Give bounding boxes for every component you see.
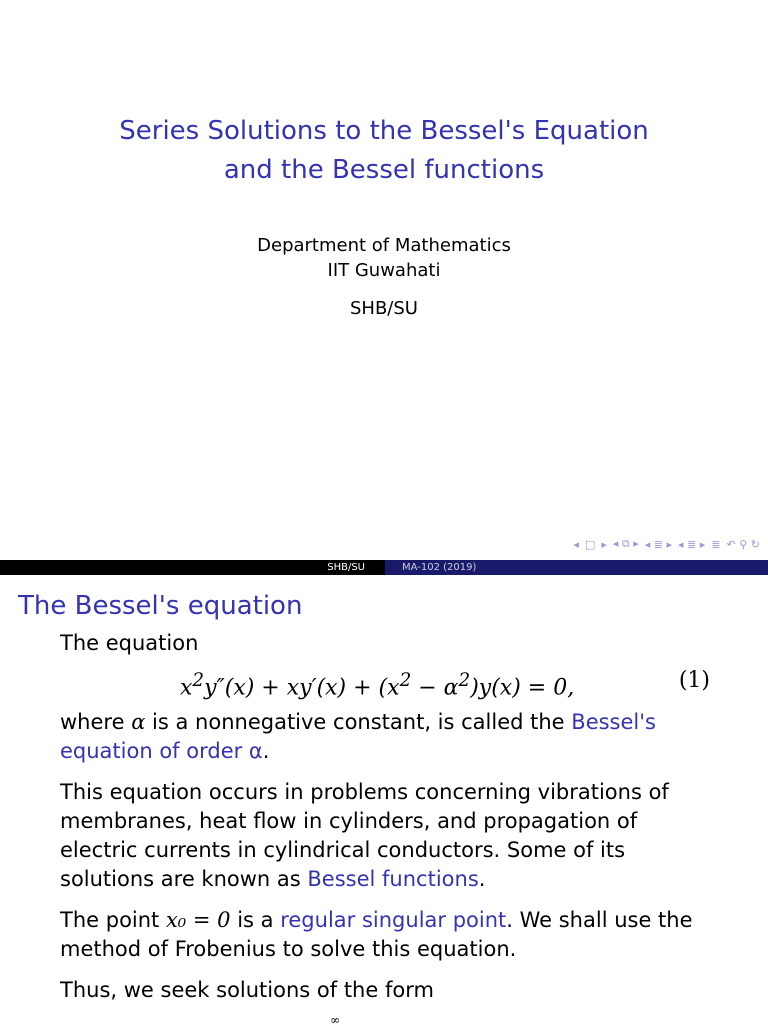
presentation-title bbox=[0, 112, 768, 190]
frame-body bbox=[60, 629, 720, 1017]
department: Department of Mathematics bbox=[257, 235, 511, 256]
title-line-1: Series Solutions to the Bessel's Equation bbox=[119, 116, 649, 146]
frame-title: The Bessel's equation bbox=[18, 591, 303, 621]
equation-number: (1) bbox=[678, 668, 710, 693]
regular-singular-link: regular singular point bbox=[280, 908, 507, 932]
nav-section2-icon[interactable]: ◂ ≣ ▸ bbox=[678, 537, 706, 551]
nav-toc-icon[interactable]: ≣ bbox=[711, 537, 721, 551]
nav-subsection-icon[interactable]: ◂ ⧉ ▸ bbox=[612, 537, 639, 550]
nav-frame-icon[interactable]: □ bbox=[584, 537, 596, 551]
nav-prev-icon[interactable]: ◂ bbox=[573, 537, 579, 551]
footer-right: MA-102 (2019) bbox=[385, 560, 768, 575]
paragraph-2: This equation occurs in problems concerning vibrations of membranes, heat flow in cylinders, and propagation of electric currents in cylindrical conductors. Some of its solutions are known as Bessel functions. bbox=[60, 780, 669, 891]
paragraph-3: The point x₀ = 0 is a regular singular point. We shall use the method of Frobenius to solve this equation. bbox=[60, 908, 693, 961]
slide-footer bbox=[0, 560, 768, 575]
authors: SHB/SU bbox=[350, 298, 418, 319]
footer-left: SHB/SU bbox=[327, 562, 365, 573]
author-block bbox=[0, 233, 768, 283]
bessel-functions-link: Bessel functions bbox=[307, 867, 479, 891]
nav-next-icon[interactable]: ▸ bbox=[601, 537, 607, 551]
beamer-navigation bbox=[573, 537, 760, 551]
bessel-equation bbox=[60, 658, 720, 708]
bessel-order-link: Bessel's equation of order α bbox=[60, 710, 656, 763]
summation-symbol-partial: ∞ bbox=[330, 1013, 340, 1027]
nav-section-icon[interactable]: ◂ ≣ ▸ bbox=[644, 537, 673, 551]
equation-math: $x^2y''(x) + xy'(x) + (x^2 - \alpha^2)y(x) = 0$, bbox=[180, 670, 575, 701]
paragraph-4: Thus, we seek solutions of the form bbox=[60, 978, 434, 1002]
paragraph-1: where α is a nonnegative constant, is called the Bessel's equation of order α. bbox=[60, 710, 656, 763]
content-slide bbox=[0, 575, 768, 1027]
intro-text: The equation bbox=[60, 631, 199, 655]
institute: IIT Guwahati bbox=[327, 260, 441, 281]
title-line-2: and the Bessel functions bbox=[223, 155, 545, 185]
nav-search-icon[interactable]: ↶ ⚲ ↻ bbox=[726, 537, 760, 551]
